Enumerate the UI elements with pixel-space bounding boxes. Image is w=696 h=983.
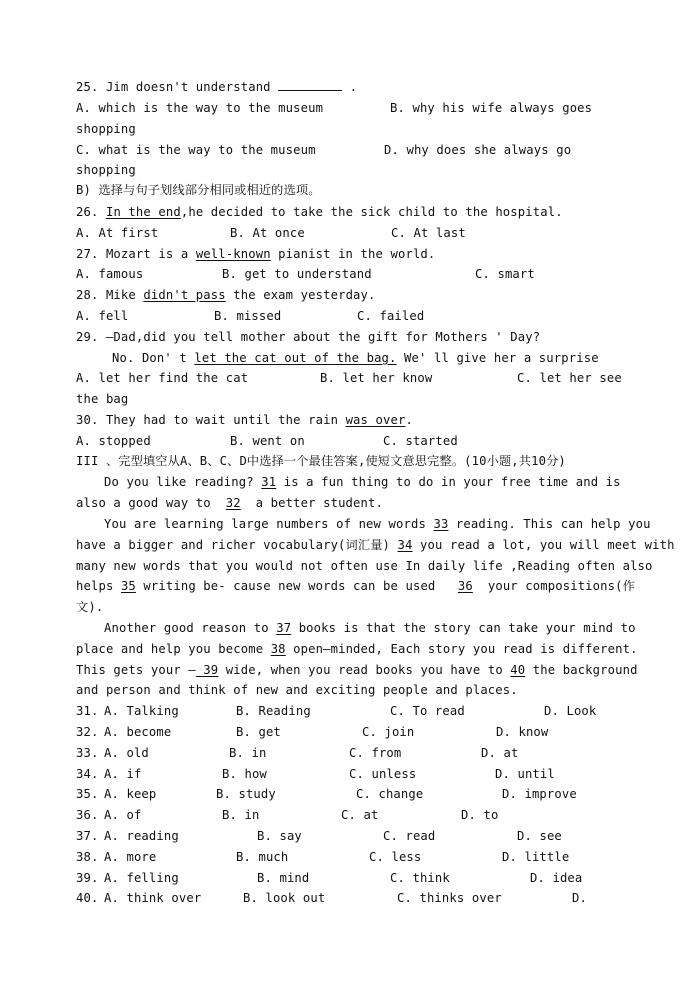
choice-number: 39. <box>76 871 99 885</box>
q27-option-c: C. smart <box>475 267 535 281</box>
q27-stem: 27. Mozart is a well-known pianist in the world. <box>76 247 436 261</box>
q25-option-b: B. why his wife always goes <box>390 101 593 115</box>
q29-stem: 29. —Dad,did you tell mother about the gift for Mothers ' Day? <box>76 330 541 344</box>
q27-option-b: B. get to understand <box>222 267 372 281</box>
choice-d: D. to <box>461 808 499 822</box>
q30-option-b: B. went on <box>230 434 305 448</box>
q29-option-c: C. let her see <box>517 371 622 385</box>
q29-option-c-cont: the bag <box>76 392 129 406</box>
choice-a: A. reading <box>104 829 179 843</box>
choice-c: C. To read <box>390 704 465 718</box>
section-b-heading: B) 选择与句子划线部分相同或相近的选项。 <box>76 183 321 197</box>
choice-c: C. unless <box>349 767 417 781</box>
choice-d: D. at <box>481 746 519 760</box>
choice-number: 36. <box>76 808 99 822</box>
q29-option-a: A. let her find the cat <box>76 371 249 385</box>
choice-b: B. in <box>222 808 260 822</box>
choice-d: D. know <box>496 725 549 739</box>
q30-option-c: C. started <box>383 434 458 448</box>
answer-blank <box>278 79 342 91</box>
q28-option-a: A. fell <box>76 309 129 323</box>
choice-b: B. mind <box>257 871 310 885</box>
choice-c: C. change <box>356 787 424 801</box>
choice-d: D. <box>572 891 587 905</box>
q28-stem: 28. Mike didn't pass the exam yesterday. <box>76 288 376 302</box>
choice-b: B. how <box>222 767 267 781</box>
choice-a: A. more <box>104 850 157 864</box>
choice-a: A. keep <box>104 787 157 801</box>
passage-line: You are learning large numbers of new words 33 reading. This can help you <box>104 517 651 531</box>
choice-c: C. at <box>341 808 379 822</box>
passage-line: helps 35 writing be- cause new words can be used 36 your compositions(作 <box>76 579 635 593</box>
q26-option-b: B. At once <box>230 226 305 240</box>
q26-option-c: C. At last <box>391 226 466 240</box>
choice-d: D. little <box>502 850 570 864</box>
q27-option-a: A. famous <box>76 267 144 281</box>
q28-option-b: B. missed <box>214 309 282 323</box>
choice-d: D. Look <box>544 704 597 718</box>
choice-number: 40. <box>76 891 99 905</box>
choice-d: D. improve <box>502 787 577 801</box>
choice-a: A. become <box>104 725 172 739</box>
passage-line: have a bigger and richer vocabulary(词汇量) 34 you read a lot, you will meet with <box>76 538 675 552</box>
choice-d: D. until <box>495 767 555 781</box>
choice-a: A. old <box>104 746 149 760</box>
choice-a: A. of <box>104 808 142 822</box>
passage-line: and person and think of new and exciting people and places. <box>76 683 518 697</box>
choice-c: C. join <box>362 725 415 739</box>
choice-number: 34. <box>76 767 99 781</box>
choice-a: A. Talking <box>104 704 179 718</box>
passage-line: many new words that you would not often use In daily life ,Reading often also <box>76 559 653 573</box>
choice-b: B. look out <box>243 891 326 905</box>
q25-option-c: C. what is the way to the museum <box>76 143 316 157</box>
choice-b: B. much <box>236 850 289 864</box>
passage-line: Do you like reading? 31 is a fun thing to do in your free time and is <box>104 475 621 489</box>
choice-a: A. think over <box>104 891 202 905</box>
q25-option-d: D. why does she always go <box>384 143 572 157</box>
choice-b: B. get <box>236 725 281 739</box>
q30-stem: 30. They had to wait until the rain was over. <box>76 413 413 427</box>
q30-option-a: A. stopped <box>76 434 151 448</box>
choice-d: D. idea <box>530 871 583 885</box>
choice-c: C. thinks over <box>397 891 502 905</box>
passage-line: Another good reason to 37 books is that the story can take your mind to <box>104 621 636 635</box>
choice-c: C. read <box>383 829 436 843</box>
q28-option-c: C. failed <box>357 309 425 323</box>
q29-reply: No. Don' t let the cat out of the bag. We' ll give her a surprise <box>112 351 599 365</box>
choice-b: B. say <box>257 829 302 843</box>
choice-c: C. less <box>369 850 422 864</box>
choice-number: 38. <box>76 850 99 864</box>
q25-option-a: A. which is the way to the museum <box>76 101 324 115</box>
choice-d: D. see <box>517 829 562 843</box>
choice-b: B. study <box>216 787 276 801</box>
passage-line: 文). <box>76 600 104 614</box>
passage-line: place and help you become 38 open—minded, Each story you read is different. <box>76 642 638 656</box>
choice-a: A. felling <box>104 871 179 885</box>
q25-option-d-cont: shopping <box>76 163 136 177</box>
choice-c: C. think <box>390 871 450 885</box>
q25-option-b-cont: shopping <box>76 122 136 136</box>
choice-b: B. Reading <box>236 704 311 718</box>
choice-number: 31. <box>76 704 99 718</box>
q25-stem: 25. Jim doesn't understand . <box>76 80 358 94</box>
q29-option-b: B. let her know <box>320 371 433 385</box>
passage-line: also a good way to 32 a better student. <box>76 496 383 510</box>
choice-b: B. in <box>229 746 267 760</box>
section-iii-heading: III 、完型填空从A、B、C、D中选择一个最佳答案,使短文意思完整。(10小题,共10分) <box>76 454 566 468</box>
choice-number: 32. <box>76 725 99 739</box>
q26-stem: 26. In the end,he decided to take the sick child to the hospital. <box>76 205 563 219</box>
choice-number: 37. <box>76 829 99 843</box>
choice-number: 35. <box>76 787 99 801</box>
passage-line: This gets your — 39 wide, when you read books you have to 40 the background <box>76 663 638 677</box>
q26-option-a: A. At first <box>76 226 159 240</box>
choice-a: A. if <box>104 767 142 781</box>
choice-c: C. from <box>349 746 402 760</box>
choice-number: 33. <box>76 746 99 760</box>
